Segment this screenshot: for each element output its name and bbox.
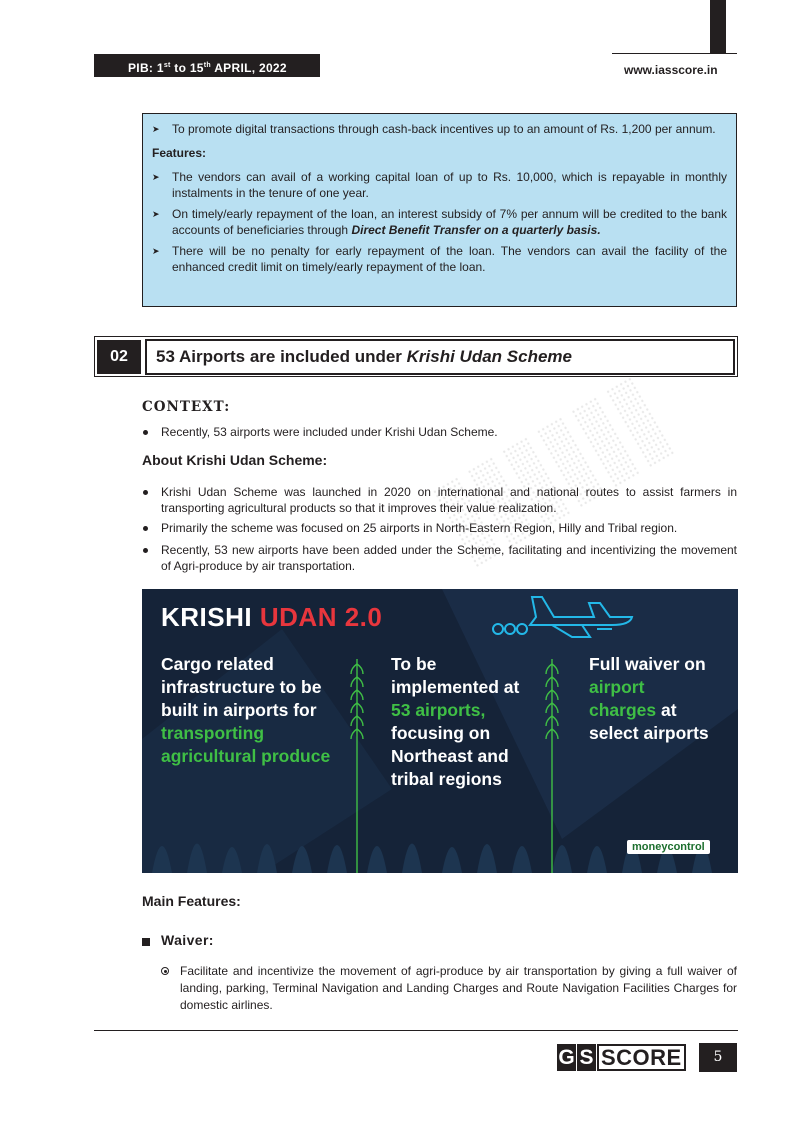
about-bullet: Recently, 53 new airports have been added under the Scheme, facilitating and incentivizing the movement of Agri-produce by air transportation. — [161, 543, 737, 573]
infographic-col-1: Cargo related infrastructure to be built in airports for transporting agricultural produce — [161, 654, 331, 766]
footer-rule — [94, 1030, 738, 1031]
header-tab-bar — [710, 0, 726, 53]
waiver-heading: Waiver: — [161, 932, 214, 948]
features-box — [142, 113, 737, 307]
section-number: 02 — [97, 340, 141, 374]
issue-label: PIB: 1st to 15th APRIL, 2022 — [94, 54, 320, 77]
page-number: 5 — [699, 1043, 737, 1072]
about-heading: About Krishi Udan Scheme: — [142, 452, 328, 468]
box-bullet: ➤ On timely/early repayment of the loan, an interest subsidy of 7% per annum will be credited to the bank accounts of beneficiaries through Direct Benefit Transfer on a quarterly basis. — [152, 206, 727, 238]
gsscore-logo: G S SCORE — [557, 1043, 686, 1072]
context-heading: CONTEXT: — [142, 399, 231, 415]
circle-bullet-icon — [161, 967, 169, 975]
about-bullet: Krishi Udan Scheme was launched in 2020 on international and national routes to assist farmers in transporting agricultural products so that it improves their value realization. — [161, 485, 737, 515]
section-title: 53 Airports are included under Krishi Udan Scheme — [145, 339, 735, 375]
context-bullet: Recently, 53 airports were included under Krishi Udan Scheme. — [161, 424, 737, 440]
krishi-udan-infographic — [142, 589, 738, 873]
infographic-col-3: Full waiver on airport charges at select airports — [589, 654, 709, 743]
main-features-heading: Main Features: — [142, 893, 241, 909]
about-bullet: Primarily the scheme was focused on 25 airports in North-Eastern Region, Hilly and Tribal region. — [161, 520, 737, 536]
box-bullet: ➤ There will be no penalty for early repayment of the loan. The vendors can avail the facility of the enhanced credit limit on timely/early repayment of the loan. — [152, 243, 727, 275]
box-bullet: ➤ To promote digital transactions through cash-back incentives up to an amount of Rs. 1,200 per annum. — [152, 121, 727, 137]
square-bullet-icon — [142, 938, 150, 946]
infographic-col-2: To be implemented at 53 airports, focusing on Northeast and tribal regions — [391, 654, 520, 789]
features-heading: Features: — [152, 146, 207, 160]
moneycontrol-logo: moneycontrol — [627, 840, 710, 854]
infographic-title: KRISHI UDAN 2.0 — [161, 602, 383, 632]
waiver-text: Facilitate and incentivize the movement of agri-produce by air transportation by giving a full waiver of landing, parking, Terminal Navigation and Landing Charges and Route Navigation Facilities Charges for domestic airlines. — [180, 964, 737, 1012]
box-bullet: ➤ The vendors can avail of a working capital loan of up to Rs. 10,000, which is repayable in monthly instalments in the tenure of one year. — [152, 169, 727, 201]
header-rule — [612, 53, 737, 54]
website-url[interactable]: www.iasscore.in — [624, 63, 718, 77]
